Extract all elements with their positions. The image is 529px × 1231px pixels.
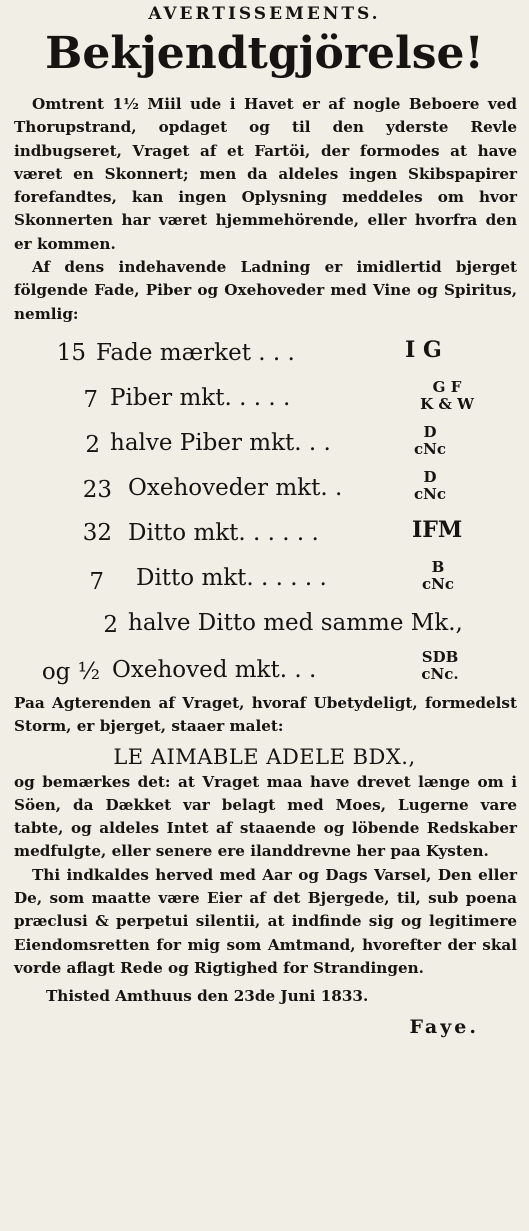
cargo-qty: 2 bbox=[85, 431, 100, 458]
cargo-row bbox=[0, 602, 529, 647]
cargo-desc: Fade mærket . . . bbox=[96, 339, 295, 366]
cargo-list bbox=[0, 332, 529, 692]
cargo-mark: IFM bbox=[412, 516, 463, 543]
ship-name: LE AIMABLE ADELE BDX., bbox=[113, 744, 416, 769]
cargo-desc: halve Ditto med samme Mk., bbox=[128, 609, 463, 636]
cargo-desc: Ditto mkt. . . . . . bbox=[136, 564, 327, 591]
cargo-row bbox=[0, 422, 529, 467]
cargo-mark: B cNc bbox=[422, 557, 454, 593]
cargo-desc: halve Piber mkt. . . bbox=[110, 429, 331, 456]
paragraph-cargo-intro: Af dens indehavende Ladning er imidlertid bjerget fölgende Fade, Piber og Oxehoveder med Vine og Spiritus, nemlig: bbox=[14, 258, 517, 323]
paragraph-summons: Thi indkaldes herved med Aar og Dags Varsel, Den eller De, som maatte være Eier af det Bjergede, til, sub poena præclusi & perpetui silentii, at indfinde sig og legitimere Eiendomsretten for mig som Amtmand, hvorefter der skal vorde aflagt Rede og Rigtighed for Strandingen. bbox=[14, 865, 517, 977]
signature: Faye. bbox=[409, 1016, 479, 1039]
cargo-mark: D cNc bbox=[414, 422, 446, 458]
cargo-row bbox=[0, 557, 529, 602]
cargo-mark: SDB cNc. bbox=[421, 647, 459, 683]
cargo-row bbox=[0, 377, 529, 422]
cargo-qty: 23 bbox=[82, 476, 112, 503]
cargo-row bbox=[0, 332, 529, 377]
notice-title: Bekjendtgjörelse! bbox=[45, 28, 484, 79]
cargo-desc: Piber mkt. . . . . bbox=[110, 384, 291, 411]
cargo-row bbox=[0, 467, 529, 512]
cargo-mark: D cNc bbox=[414, 467, 446, 503]
cargo-desc: Oxehoved mkt. . . bbox=[112, 656, 317, 683]
cargo-qty: 7 bbox=[83, 386, 98, 413]
cargo-qty: 7 bbox=[89, 568, 104, 595]
cargo-qty: og ½ bbox=[41, 658, 100, 685]
cargo-qty: 2 bbox=[103, 611, 118, 638]
cargo-row bbox=[0, 647, 529, 692]
cargo-qty: 15 bbox=[56, 339, 86, 366]
cargo-mark: I G bbox=[405, 336, 442, 363]
paragraph-condition: og bemærkes det: at Vraget maa have drevet længe om i Söen, da Dækket var belagt med Moes, Lugerne vare tabte, og aldeles Intet af staaende og löbende Redskaber medfulgte, eller senere ere ilanddrevne her paa Kysten. bbox=[14, 772, 517, 861]
paragraph-stern: Paa Agterenden af Vraget, hvoraf Ubetydeligt, formedelst Storm, er bjerget, staaer malet: bbox=[14, 693, 517, 736]
cargo-desc: Oxehoveder mkt. . bbox=[128, 474, 343, 501]
cargo-qty: 32 bbox=[82, 519, 112, 546]
cargo-desc: Ditto mkt. . . . . . bbox=[128, 519, 319, 546]
paragraph-discovery: Omtrent 1½ Miil ude i Havet er af nogle Beboere ved Thorupstrand, opdaget og til den yderste Revle indbugseret, Vraget af et Fartöi, der formodes at have været en Skonnert; men da aldeles ingen Skibspapirer forefandtes, kan ingen Oplysning meddeles om hvor Skonnerten har været hjemmehörende, eller hvorfra den er kommen. bbox=[14, 95, 517, 253]
date-line: Thisted Amthuus den 23de Juni 1833. bbox=[46, 987, 369, 1006]
cargo-row bbox=[0, 512, 529, 557]
cargo-mark: G F K & W bbox=[420, 377, 474, 413]
section-header: AVERTISSEMENTS. bbox=[148, 4, 381, 24]
